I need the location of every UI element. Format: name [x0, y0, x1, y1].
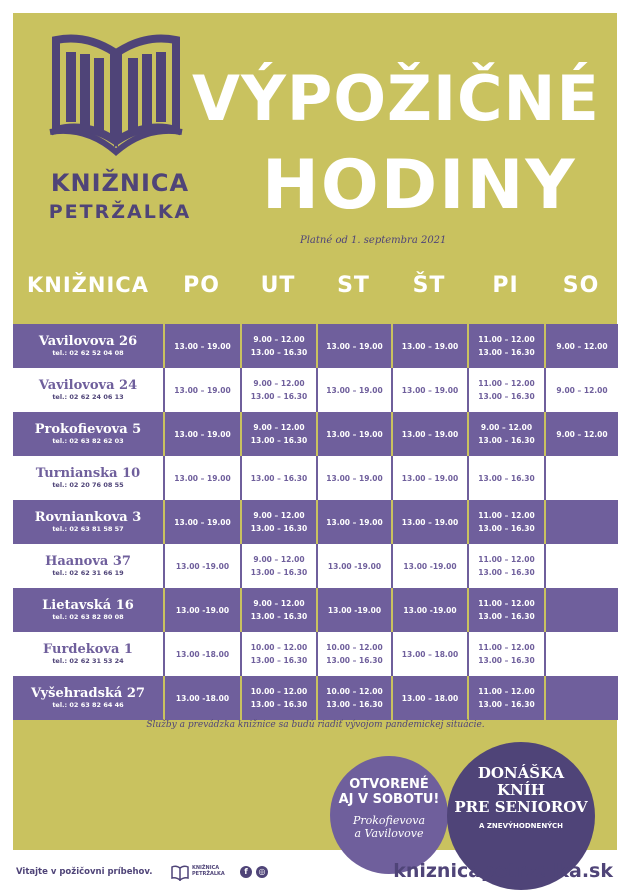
hours-value: 9.00 – 12.00	[253, 335, 305, 344]
hours-cell-po	[163, 412, 240, 456]
hours-value: 10.00 – 12.00	[326, 687, 383, 696]
hours-value: 13.00 – 18.00	[401, 649, 459, 659]
hours-cell-so	[544, 676, 618, 720]
hours-cell-st	[316, 588, 391, 632]
hours-cell-po	[163, 632, 240, 676]
hours-cell-po	[163, 324, 240, 368]
brand-name: KNIŽNICA	[50, 169, 190, 197]
library-name: Haanova 37	[45, 554, 131, 569]
hours-value: 9.00 – 12.00	[253, 599, 305, 608]
hours-value: 13.00 – 16.30	[250, 700, 308, 709]
hours-value: 11.00 – 12.00	[478, 687, 535, 696]
open-saturday-line4: a Vavilovove	[354, 827, 424, 840]
hours-value: 13.00 -18.00	[175, 693, 230, 703]
hours-value: 13.00 – 19.00	[174, 341, 231, 351]
hours-value: 13.00 – 19.00	[401, 473, 459, 483]
table-row	[13, 544, 618, 588]
hours-cell-po	[163, 368, 240, 412]
hours-cell-st	[316, 500, 391, 544]
library-name: Rovniankova 3	[34, 510, 142, 525]
hours-cell-so	[544, 412, 618, 456]
hours-cell-po	[163, 544, 240, 588]
hours-value: 11.00 – 12.00	[478, 511, 535, 520]
library-name: Turnianska 10	[35, 466, 141, 481]
hours-value: 11.00 – 12.00	[478, 643, 535, 652]
library-cell	[13, 544, 163, 588]
hours-cell-pi	[467, 544, 544, 588]
library-phone: tel.: 02 62 31 53 24	[52, 657, 124, 665]
instagram-icon[interactable]: ◎	[256, 866, 268, 878]
library-name: Furdekova 1	[43, 642, 133, 657]
hours-cell-so	[544, 500, 618, 544]
table-row	[13, 324, 618, 368]
hours-value: 13.00 – 19.00	[326, 341, 383, 351]
table-row	[13, 632, 618, 676]
hours-cell-št	[391, 676, 467, 720]
hours-value: 13.00 – 16.30	[478, 348, 535, 357]
hours-cell-po	[163, 500, 240, 544]
hours-cell-pi	[467, 588, 544, 632]
hours-value: 9.00 – 12.00	[253, 379, 305, 388]
hours-cell-st	[316, 676, 391, 720]
hours-cell-ut	[240, 412, 316, 456]
hours-value: 13.00 – 19.00	[326, 429, 383, 439]
table-row	[13, 412, 618, 456]
hours-cell-ut	[240, 544, 316, 588]
hours-cell-pi	[467, 500, 544, 544]
column-header: PO	[183, 273, 220, 298]
library-cell	[13, 500, 163, 544]
hours-cell-pi	[467, 412, 544, 456]
hours-cell-št	[391, 324, 467, 368]
library-cell	[13, 368, 163, 412]
hours-value: 11.00 – 12.00	[478, 599, 535, 608]
library-phone: tel.: 02 63 82 64 46	[52, 701, 124, 709]
hours-value: 13.00 – 19.00	[174, 429, 231, 439]
hours-value: 9.00 – 12.00	[253, 555, 305, 564]
hours-value: 11.00 – 12.00	[478, 335, 535, 344]
open-saturday-line1: OTVORENÉ	[349, 777, 429, 792]
library-phone: tel.: 02 63 82 80 08	[52, 613, 124, 621]
hours-value: 13.00 – 16.30	[250, 568, 308, 577]
open-saturday-headline	[333, 777, 445, 807]
hours-cell-pi	[467, 676, 544, 720]
hours-value: 13.00 – 16.30	[250, 436, 308, 445]
page-title-line1: VÝPOŽIČNÉ	[192, 62, 600, 135]
mini-book-icon	[171, 865, 189, 885]
hours-value: 13.00 – 19.00	[401, 341, 459, 351]
column-header: ST	[337, 273, 370, 298]
pandemic-note: Služby a prevádzka knižnice sa budú riadiť vývojom pandemickej situácie.	[146, 720, 485, 730]
hours-cell-po	[163, 588, 240, 632]
hours-value: 9.00 – 12.00	[556, 385, 608, 395]
facebook-icon[interactable]: f	[240, 866, 252, 878]
mini-brand-line2: PETRŽALKA	[192, 871, 225, 877]
table-row	[13, 456, 618, 500]
open-saturday-branches	[333, 814, 445, 840]
hours-value: 13.00 -18.00	[175, 649, 230, 659]
delivery-line1: DONÁŠKA	[477, 764, 565, 782]
column-header: PI	[492, 273, 519, 298]
library-name: Vavilovova 24	[38, 378, 138, 393]
hours-cell-ut	[240, 456, 316, 500]
hours-value: 13.00 – 16.30	[250, 392, 308, 401]
hours-value: 13.00 – 16.30	[478, 612, 535, 621]
delivery-line4: A ZNEVÝHODNENÝCH	[479, 822, 563, 830]
table-row	[13, 500, 618, 544]
book-delivery-headline	[452, 765, 590, 816]
library-cell	[13, 588, 163, 632]
hours-value: 13.00 – 16.30	[326, 700, 383, 709]
hours-cell-št	[391, 588, 467, 632]
hours-value: 13.00 – 16.30	[250, 524, 308, 533]
mini-brand-line1: KNIŽNICA	[192, 865, 220, 871]
column-header: SO	[562, 273, 600, 298]
open-book-icon	[46, 30, 186, 160]
library-name: Lietavská 16	[42, 598, 134, 613]
hours-value: 13.00 -19.00	[175, 561, 230, 571]
hours-value: 13.00 – 19.00	[326, 473, 383, 483]
library-cell	[13, 412, 163, 456]
hours-cell-št	[391, 412, 467, 456]
column-header: KNIŽNICA	[27, 273, 149, 297]
hours-value: 13.00 – 19.00	[326, 385, 383, 395]
hours-cell-št	[391, 456, 467, 500]
hours-value: 10.00 – 12.00	[250, 643, 308, 652]
hours-value: 13.00 – 16.30	[478, 656, 535, 665]
hours-cell-pi	[467, 632, 544, 676]
hours-value: 13.00 – 16.30	[478, 524, 535, 533]
library-phone: tel.: 02 20 76 08 55	[52, 481, 124, 489]
hours-value: 13.00 – 16.30	[250, 612, 308, 621]
hours-cell-po	[163, 456, 240, 500]
hours-cell-pi	[467, 368, 544, 412]
hours-value: 11.00 – 12.00	[478, 555, 535, 564]
hours-cell-st	[316, 412, 391, 456]
hours-cell-ut	[240, 324, 316, 368]
hours-cell-ut	[240, 632, 316, 676]
hours-value: 10.00 – 12.00	[250, 687, 308, 696]
valid-from-text: Platné od 1. septembra 2021	[300, 235, 447, 246]
hours-cell-št	[391, 500, 467, 544]
library-name: Vyšehradská 27	[31, 686, 145, 701]
hours-value: 13.00 – 16.30	[250, 348, 308, 357]
hours-value: 13.00 – 19.00	[174, 473, 231, 483]
hours-cell-ut	[240, 500, 316, 544]
hours-cell-so	[544, 544, 618, 588]
hours-value: 13.00 -19.00	[403, 605, 457, 615]
hours-cell-pi	[467, 456, 544, 500]
hours-value: 13.00 – 16.30	[478, 568, 535, 577]
hours-value: 13.00 – 19.00	[174, 517, 231, 527]
hours-cell-št	[391, 544, 467, 588]
delivery-line3: PRE SENIOROV	[454, 798, 588, 816]
hours-value: 13.00 -19.00	[327, 561, 382, 571]
table-row	[13, 588, 618, 632]
hours-cell-so	[544, 368, 618, 412]
library-name: Prokofievova 5	[34, 422, 142, 437]
hours-value: 13.00 – 16.30	[250, 656, 308, 665]
table-row	[13, 368, 618, 412]
hours-cell-st	[316, 456, 391, 500]
library-cell	[13, 632, 163, 676]
hours-cell-ut	[240, 588, 316, 632]
open-saturday-line3: Prokofievova	[352, 814, 426, 827]
brand-subname: PETRŽALKA	[48, 201, 192, 223]
hours-value: 10.00 – 12.00	[326, 643, 383, 652]
page-title-line2: HODINY	[262, 146, 577, 225]
mini-brand	[192, 865, 225, 877]
library-cell	[13, 676, 163, 720]
hours-value: 9.00 – 12.00	[556, 341, 608, 351]
hours-value: 13.00 – 19.00	[174, 385, 231, 395]
hours-value: 13.00 -19.00	[327, 605, 382, 615]
library-phone: tel.: 02 63 81 58 57	[52, 525, 124, 533]
hours-value: 9.00 – 12.00	[253, 423, 305, 432]
website-link[interactable]: kniznicapetrzalka.sk	[393, 860, 613, 882]
library-cell	[13, 324, 163, 368]
hours-value: 13.00 – 19.00	[326, 517, 383, 527]
library-phone: tel.: 02 62 24 06 13	[52, 393, 124, 401]
library-phone: tel.: 02 62 52 04 08	[52, 349, 124, 357]
hours-cell-po	[163, 676, 240, 720]
hours-cell-so	[544, 632, 618, 676]
hours-cell-št	[391, 368, 467, 412]
footer-welcome-text: Vitajte v požičovni príbehov.	[16, 867, 153, 877]
hours-value: 13.00 – 16.30	[478, 436, 535, 445]
hours-value: 13.00 – 19.00	[401, 429, 459, 439]
delivery-line2: KNÍH	[497, 781, 545, 799]
hours-value: 13.00 – 19.00	[401, 517, 459, 527]
hours-value: 13.00 – 16.30	[478, 473, 535, 483]
library-phone: tel.: 02 63 82 62 03	[52, 437, 124, 445]
hours-cell-st	[316, 544, 391, 588]
library-cell	[13, 456, 163, 500]
hours-value: 13.00 -19.00	[175, 605, 230, 615]
hours-cell-so	[544, 324, 618, 368]
hours-value: 9.00 – 12.00	[253, 511, 305, 520]
hours-value: 13.00 – 16.30	[250, 473, 308, 483]
hours-value: 13.00 -19.00	[403, 561, 457, 571]
hours-cell-st	[316, 324, 391, 368]
hours-value: 13.00 – 16.30	[478, 700, 535, 709]
column-header: ŠT	[412, 273, 446, 298]
hours-value: 9.00 – 12.00	[480, 423, 533, 432]
hours-value: 9.00 – 12.00	[556, 429, 608, 439]
hours-cell-št	[391, 632, 467, 676]
open-saturday-line2: AJ V SOBOTU!	[338, 792, 440, 807]
hours-cell-ut	[240, 676, 316, 720]
hours-cell-st	[316, 368, 391, 412]
hours-cell-so	[544, 456, 618, 500]
column-header: UT	[260, 273, 296, 298]
library-phone: tel.: 02 62 31 66 19	[52, 569, 124, 577]
hours-cell-ut	[240, 368, 316, 412]
hours-cell-st	[316, 632, 391, 676]
hours-value: 13.00 – 19.00	[401, 385, 459, 395]
library-name: Vavilovova 26	[38, 334, 138, 349]
hours-value: 11.00 – 12.00	[478, 379, 535, 388]
hours-value: 13.00 – 18.00	[401, 693, 459, 703]
hours-value: 13.00 – 16.30	[478, 392, 535, 401]
hours-cell-so	[544, 588, 618, 632]
table-row	[13, 676, 618, 720]
hours-cell-pi	[467, 324, 544, 368]
hours-value: 13.00 – 16.30	[326, 656, 383, 665]
